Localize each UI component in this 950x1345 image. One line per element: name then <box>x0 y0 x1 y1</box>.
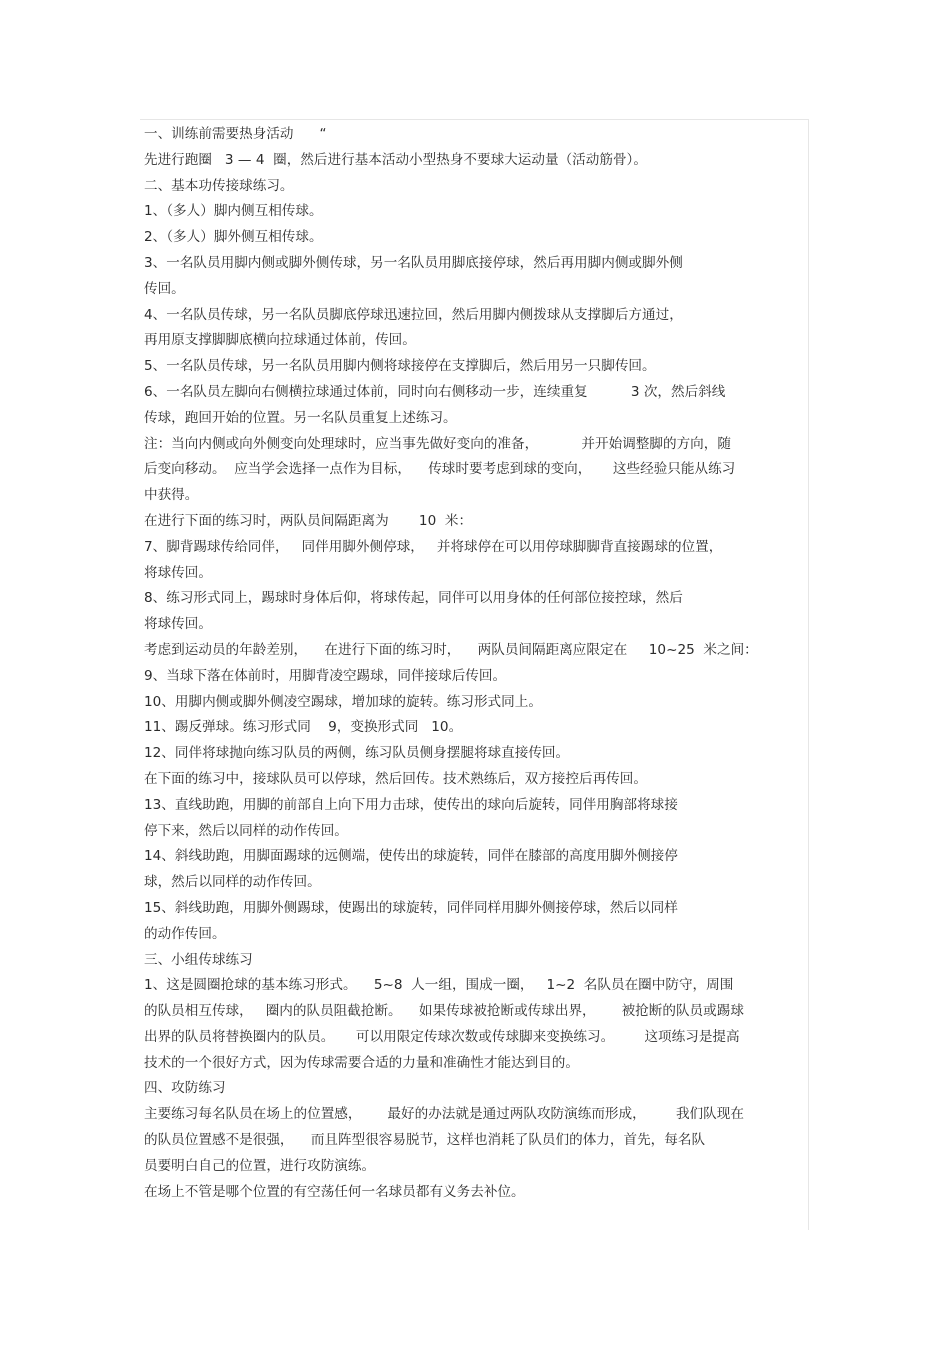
paragraph-line: 1、这是圆圈抢球的基本练习形式。 5~8 人一组，围成一圈， 1~2 名队员在圈中防守，周围 <box>144 977 734 994</box>
note-line: 注：当向内侧或向外侧变向处理球时，应当事先做好变向的准备， 并开始调整脚的方向，随 <box>144 435 731 452</box>
note-line: 后变向移动。 应当学会选择一点作为目标， 传球时要考虑到球的变向， 这些经验只能从练习 <box>144 461 736 478</box>
paragraph-line: 4、一名队员传球，另一名队员脚底停球迅速拉回，然后用脚内侧拨球从支撑脚后方通过， <box>144 306 683 323</box>
paragraph-line: 将球传回。 <box>144 564 212 581</box>
paragraph-line: 员要明白自己的位置，进行攻防演练。 <box>144 1157 376 1174</box>
paragraph-line: 3、一名队员用脚内侧或脚外侧传球，另一名队员用脚底接停球，然后再用脚内侧或脚外侧 <box>144 254 683 271</box>
paragraph-line: 球，然后以同样的动作传回。 <box>144 874 321 891</box>
paragraph-line: 5、一名队员传球，另一名队员用脚内侧将球接停在支撑脚后，然后用另一只脚传回。 <box>144 358 656 375</box>
paragraph-line: 14、斜线助跑，用脚面踢球的远侧端，使传出的球旋转，同伴在膝部的高度用脚外侧接停 <box>144 848 678 865</box>
paragraph-line: 在下面的练习中，接球队员可以停球，然后回传。技术熟练后，双方接控后再传回。 <box>144 770 647 787</box>
paragraph-line: 7、脚背踢球传给同伴， 同伴用脚外侧停球， 并将球停在可以用停球脚脚背直接踢球的位置， <box>144 538 723 555</box>
paragraph-line: 主要练习每名队员在场上的位置感， 最好的办法就是通过两队攻防演练而形成， 我们队现在 <box>144 1106 744 1123</box>
paragraph-line: 12、同伴将球抛向练习队员的两侧，练习队员侧身摆腿将球直接传回。 <box>144 745 570 762</box>
paragraph-line: 的队员位置感不是很强， 而且阵型很容易脱节，这样也消耗了队员们的体力，首先，每名队 <box>144 1132 706 1149</box>
paragraph-line: 停下来，然后以同样的动作传回。 <box>144 822 348 839</box>
paragraph-line: 9、当球下落在体前时，用脚背凌空踢球，同伴接球后传回。 <box>144 667 507 684</box>
paragraph-line: 2、（多人）脚外侧互相传球。 <box>144 229 323 246</box>
paragraph-line: 6、一名队员左脚向右侧横拉球通过体前，同时向右侧移动一步，连续重复 3 次，然后斜线 <box>144 383 726 400</box>
paragraph-line: 考虑到运动员的年龄差别， 在进行下面的练习时， 两队员间隔距离应限定在 10~25 米之间： <box>144 641 758 658</box>
paragraph-line: 技术的一个很好方式，因为传球需要合适的力量和准确性才能达到目的。 <box>144 1054 579 1071</box>
heading-group-passing: 三、小组传球练习 <box>144 951 253 968</box>
paragraph-line: 先进行跑圈 3 — 4 圈，然后进行基本活动小型热身不要球大运动量（活动筋骨）。 <box>144 151 647 168</box>
paragraph-line: 8、练习形式同上，踢球时身体后仰，将球传起，同伴可以用身体的任何部位接控球，然后 <box>144 590 683 607</box>
paragraph-line: 在场上不管是哪个位置的有空荡任何一名球员都有义务去补位。 <box>144 1183 525 1200</box>
paragraph-line: 1、（多人）脚内侧互相传球。 <box>144 203 323 220</box>
paragraph-line: 在进行下面的练习时，两队员间隔距离为 10 米： <box>144 512 473 529</box>
paragraph-line: 15、斜线助跑，用脚外侧踢球，使踢出的球旋转，同伴同样用脚外侧接停球，然后以同样 <box>144 899 678 916</box>
heading-warmup: 一、训练前需要热身活动 “ <box>144 126 327 142</box>
paragraph-line: 11、踢反弹球。练习形式同 9，变换形式同 10。 <box>144 719 463 736</box>
paragraph-line: 10、用脚内侧或脚外侧凌空踢球，增加球的旋转。练习形式同上。 <box>144 693 542 710</box>
paragraph-line: 13、直线助跑，用脚的前部自上向下用力击球，使传出的球向后旋转，同伴用胸部将球接 <box>144 796 678 813</box>
paragraph-line: 传球，跑回开始的位置。另一名队员重复上述练习。 <box>144 409 457 426</box>
heading-attack-defense: 四、攻防练习 <box>144 1080 226 1097</box>
document-body <box>144 122 810 1205</box>
paragraph-line: 传回。 <box>144 280 185 297</box>
paragraph-line: 将球传回。 <box>144 616 212 633</box>
note-line: 中获得。 <box>144 487 199 504</box>
paragraph-line: 的动作传回。 <box>144 925 226 942</box>
heading-basic-passing: 二、基本功传接球练习。 <box>144 177 294 194</box>
paragraph-line: 再用原支撑脚脚底横向拉球通过体前，传回。 <box>144 332 416 349</box>
paragraph-line: 的队员相互传球， 圈内的队员阻截抢断。 如果传球被抢断或传球出界， 被抢断的队员或踢球 <box>144 1003 744 1020</box>
paragraph-line: 出界的队员将替换圈内的队员。 可以用限定传球次数或传球脚来变换练习。 这项练习是提高 <box>144 1028 740 1045</box>
